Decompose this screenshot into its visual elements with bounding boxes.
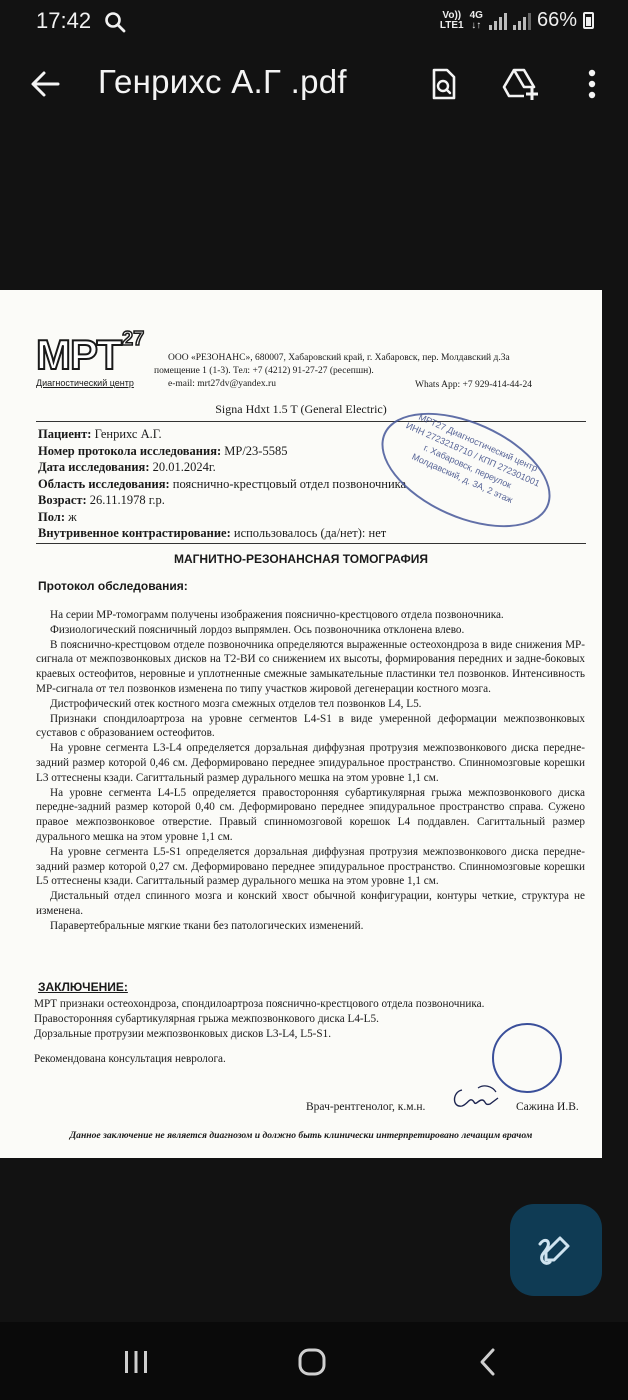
org-stamp: МРТ27 Диагностический центр ИНН 2723218710 / КПП 272301001 г. Хабаровск, переулок Молдавский, д. 3А, 2 этаж <box>364 390 567 551</box>
signal-icon <box>489 12 507 30</box>
conclusion-item: Дорзальные протрузии межпозвонковых дисков L3-L4, L5-S1. <box>34 1028 332 1040</box>
protocol-number: МР/23-5585 <box>224 443 288 458</box>
disclaimer: Данное заключение не является диагнозом и должно быть клинически интерпретировано лечащим врачом <box>69 1130 533 1141</box>
paragraph: На уровне сегмента L3-L4 определяется дорзальная диффузная протрузия межпозвонкового диска передне-задний размер которой 0,46 см. Деформировано переднее эпидуральное пространство. Спинномозговые корешки L3 оттеснены кзади. Сагиттальный размер дурального мешка на этом уровне 1,1 см. <box>36 742 585 784</box>
exam-area: пояснично-крестцовый отдел позвоночника <box>172 476 407 491</box>
doctor-role: Врач-рентгенолог, к.м.н. <box>306 1101 426 1113</box>
back-button[interactable] <box>26 64 66 104</box>
search-document-button[interactable] <box>424 64 464 104</box>
document-search-icon <box>428 67 460 101</box>
report-body <box>36 608 585 934</box>
status-time: 17:42 <box>36 8 92 33</box>
signal-icon-2 <box>513 12 531 30</box>
paragraph: Дистрофический отек костного мозга смежных отделов тел позвонков L4, L5. <box>50 697 422 710</box>
mrt27-logo: МРТ 27 Диагностический центр <box>36 328 145 388</box>
app-bar <box>0 44 628 124</box>
search-icon <box>104 11 126 33</box>
pdf-page[interactable] <box>0 290 602 1158</box>
back-icon <box>478 1347 498 1377</box>
conclusion-heading: ЗАКЛЮЧЕНИЕ: <box>38 980 128 994</box>
doctor-name: Сажина И.В. <box>516 1101 579 1113</box>
drive-add-icon <box>502 66 542 102</box>
recommendation: Рекомендована консультация невролога. <box>34 1053 226 1065</box>
status-bar <box>0 0 628 44</box>
paragraph: На уровне сегмента L5-S1 определяется дорзальная диффузная протрузия межпозвонкового диска передне-задний размер которой 0,27 см. Деформировано переднее эпидуральное пространство. Спинномозговые корешки L5 оттеснены кзади. Сагиттальный размер дурального мешка на этом уровне 1,1 см. <box>36 845 585 888</box>
network-type-indicator: 4G ↓↑ <box>469 9 483 31</box>
recents-icon <box>122 1349 150 1375</box>
edit-pen-icon <box>536 1230 576 1270</box>
annotate-button[interactable] <box>510 1204 602 1296</box>
recents-button[interactable] <box>114 1342 158 1382</box>
more-vert-icon <box>588 69 596 99</box>
conclusion-item: МРТ признаки остеохондроза, спондилоартроза пояснично-крестцового отдела позвоночника. <box>34 998 485 1010</box>
file-title: Генрихс А.Г .pdf <box>98 63 347 100</box>
back-arrow-icon <box>26 64 66 104</box>
paragraph: Признаки спондилоартроза на уровне сегментов L4-S1 в виде умеренной деформации межпозвонковых суставов с образованием остеофитов. <box>36 712 585 740</box>
patient-fields: Пациент: Генрихс А.Г. Номер протокола исследования: МР/23-5585 Дата исследования: 20.01.2024г. Область исследования: пояснично-крестцовый отдел позвоночника Возраст: 26.11.1978 г.р. Пол: ж Внутривенное контрастирование: использовалось (да/нет): нет <box>38 427 407 540</box>
protocol-heading: Протокол обследования: <box>38 579 188 593</box>
paragraph: На серии МР-томограмм получены изображения пояснично-крестцового отдела позвоночника. <box>50 609 504 621</box>
birth-date: 26.11.1978 г.р. <box>89 493 165 507</box>
device-name: Signa Hdxt 1.5 T (General Electric) <box>215 402 387 416</box>
org-whatsapp: Whats App: +7 929-414-44-24 <box>415 380 532 390</box>
paragraph: В пояснично-крестцовом отделе позвоночника определяются выраженные остеохондроза в виде снижения МР-сигнала от межпозвонковых дисков на Т2-ВИ со снижением их высоты, формирования передних и задне-боковых краевых остеофитов, неровные и уплотненные смежные замыкательные пластинки тел позвонков. Интенсивность МР-сигнала от тел позвонков изменена по типу участков жировой дегенерации костного мозга. <box>36 638 585 695</box>
system-nav-bar <box>0 1322 628 1400</box>
divider <box>36 421 586 422</box>
report-heading: МАГНИТНО-РЕЗОНАНСНАЯ ТОМОГРАФИЯ <box>173 552 429 566</box>
home-icon <box>297 1347 327 1377</box>
divider <box>36 543 586 544</box>
contrast: использовалось (да/нет): нет <box>233 526 387 540</box>
paragraph: Физиологический поясничный лордоз выпрямлен. Ось позвоночника отклонена влево. <box>50 623 465 636</box>
paragraph: Паравертебральные мягкие ткани без патологических изменений. <box>50 919 364 932</box>
sex: ж <box>68 509 77 524</box>
paragraph: На уровне сегмента L4-L5 определяется правосторонняя субартикулярная грыжа межпозвонкового диска передне-задний размер которой 0,40 см. Деформировано переднее эпидуральное пространство справа. Сужено правое межпозвонковое отверстие. Правый спинномозговой корешок L4 поддавлен. Сагиттальный размер дурального мешка на этом уровне 1,1 см. <box>36 786 585 843</box>
more-options-button[interactable] <box>572 64 612 104</box>
conclusion-list <box>34 997 484 1042</box>
org-address-line1: ООО «РЕЗОНАНС», 680007, Хабаровский край, г. Хабаровск, пер. Молдавский д.3а <box>168 353 510 363</box>
save-to-drive-button[interactable] <box>502 64 542 104</box>
back-nav-button[interactable] <box>466 1342 510 1382</box>
signature-mark <box>448 1082 504 1116</box>
status-indicators <box>440 9 594 32</box>
exam-date: 20.01.2024г. <box>152 460 216 474</box>
org-email: e-mail: mrt27dv@yandex.ru <box>168 379 276 389</box>
home-button[interactable] <box>290 1342 334 1382</box>
logo-subtitle: Диагностический центр <box>36 378 134 388</box>
battery-icon <box>583 12 594 29</box>
conclusion-item: Правосторонняя субартикулярная грыжа межпозвонкового диска L4-L5. <box>34 1013 379 1025</box>
org-address-line2: помещение 1 (1-3). Тел: +7 (4212) 91-27-27 (ресепшн). <box>154 366 374 376</box>
paragraph: Дистальный отдел спинного мозга и конский хвост обычной конфигурации, контуры четкие, структура не изменена. <box>36 890 585 917</box>
patient-name: Генрихс А.Г. <box>94 427 162 441</box>
volte-indicator: Vo)) LTE1 <box>439 9 464 31</box>
battery-percent: 66% <box>536 9 577 31</box>
